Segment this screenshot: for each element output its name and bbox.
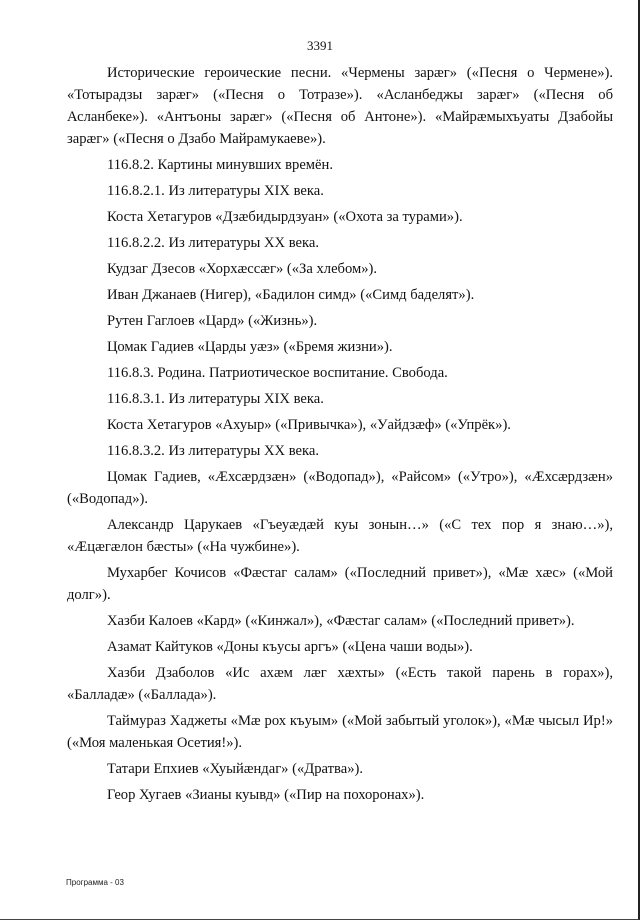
- list-item: Мухарбег Кочисов «Фæстаг салам» («Последний привет»), «Мæ хæс» («Мой долг»).: [67, 565, 613, 603]
- section-heading-116-8-2: 116.8.2. Картины минувших времён.: [107, 157, 333, 173]
- list-item: Геор Хугаев «Зианы куывд» («Пир на похоронах»).: [107, 787, 425, 803]
- list-item: Кудзаг Дзесов «Хорхæссæг» («За хлебом»).: [107, 261, 378, 277]
- section-heading-116-8-3-2: 116.8.3.2. Из литературы XX века.: [107, 443, 320, 459]
- list-item: Азамат Кайтуков «Доны къусы аргъ» («Цена чаши воды»).: [107, 639, 473, 655]
- list-item: Татари Епхиев «Хуыйæндаг» («Дратва»).: [107, 761, 363, 777]
- list-item: Хазби Калоев «Кард» («Кинжал»), «Фæстаг салам» («Последний привет»).: [107, 613, 575, 629]
- list-item: Хазби Дзаболов «Ис ахæм лæг хæхты» («Есть такой парень в горах»), «Балладæ» («Баллада»).: [67, 665, 613, 703]
- section-heading-116-8-3: 116.8.3. Родина. Патриотическое воспитание. Свобода.: [107, 365, 448, 381]
- list-item: Рутен Гаглоев «Цард» («Жизнь»).: [107, 313, 318, 329]
- section-heading-116-8-3-1: 116.8.3.1. Из литературы XIX века.: [107, 391, 324, 407]
- section-heading-116-8-2-2: 116.8.2.2. Из литературы XX века.: [107, 235, 320, 251]
- list-item: Цомак Гадиев «Царды уæз» («Бремя жизни»).: [107, 339, 393, 355]
- paragraph-historical-songs: Исторические героические песни. «Чермены зарæг» («Песня о Чермене»). «Тотырадзы зарæг» («Песня о Тотразе»). «Асланбеджы зарæг» («Песня об Асланбеке»). «Антъоны зарæг» («Песня об Антоне»). «Майрæмыхъуаты Дзабойы зарæг» («Песня о Дзабо Майрамукаеве»).: [67, 65, 613, 147]
- list-item: Коста Хетагуров «Дзæбидырдзуан» («Охота за турами»).: [107, 209, 463, 225]
- list-item: Коста Хетагуров «Ахуыр» («Привычка»), «Уайдзæф» («Упрёк»).: [107, 417, 511, 433]
- page-number: 3391: [307, 38, 333, 53]
- section-heading-116-8-2-1: 116.8.2.1. Из литературы XIX века.: [107, 183, 324, 199]
- page-footer: Программа - 03: [66, 878, 124, 887]
- list-item: Александр Царукаев «Гъеуæдæй куы зонын…» («С тех пор я знаю…»), «Æцæгæлон бæсты» («На чужбине»).: [67, 517, 613, 555]
- document-body: [67, 62, 613, 810]
- list-item: Цомак Гадиев, «Æхсæрдзæн» («Водопад»), «Райсом» («Утро»), «Æхсæрдзæн» («Водопад»).: [67, 469, 613, 507]
- list-item: Таймураз Хаджеты «Мæ рох къуым» («Мой забытый уголок»), «Мæ чысыл Ир!» («Моя маленькая Осетия!»).: [67, 713, 613, 751]
- list-item: Иван Джанаев (Нигер), «Бадилон симд» («Симд баделят»).: [107, 287, 475, 303]
